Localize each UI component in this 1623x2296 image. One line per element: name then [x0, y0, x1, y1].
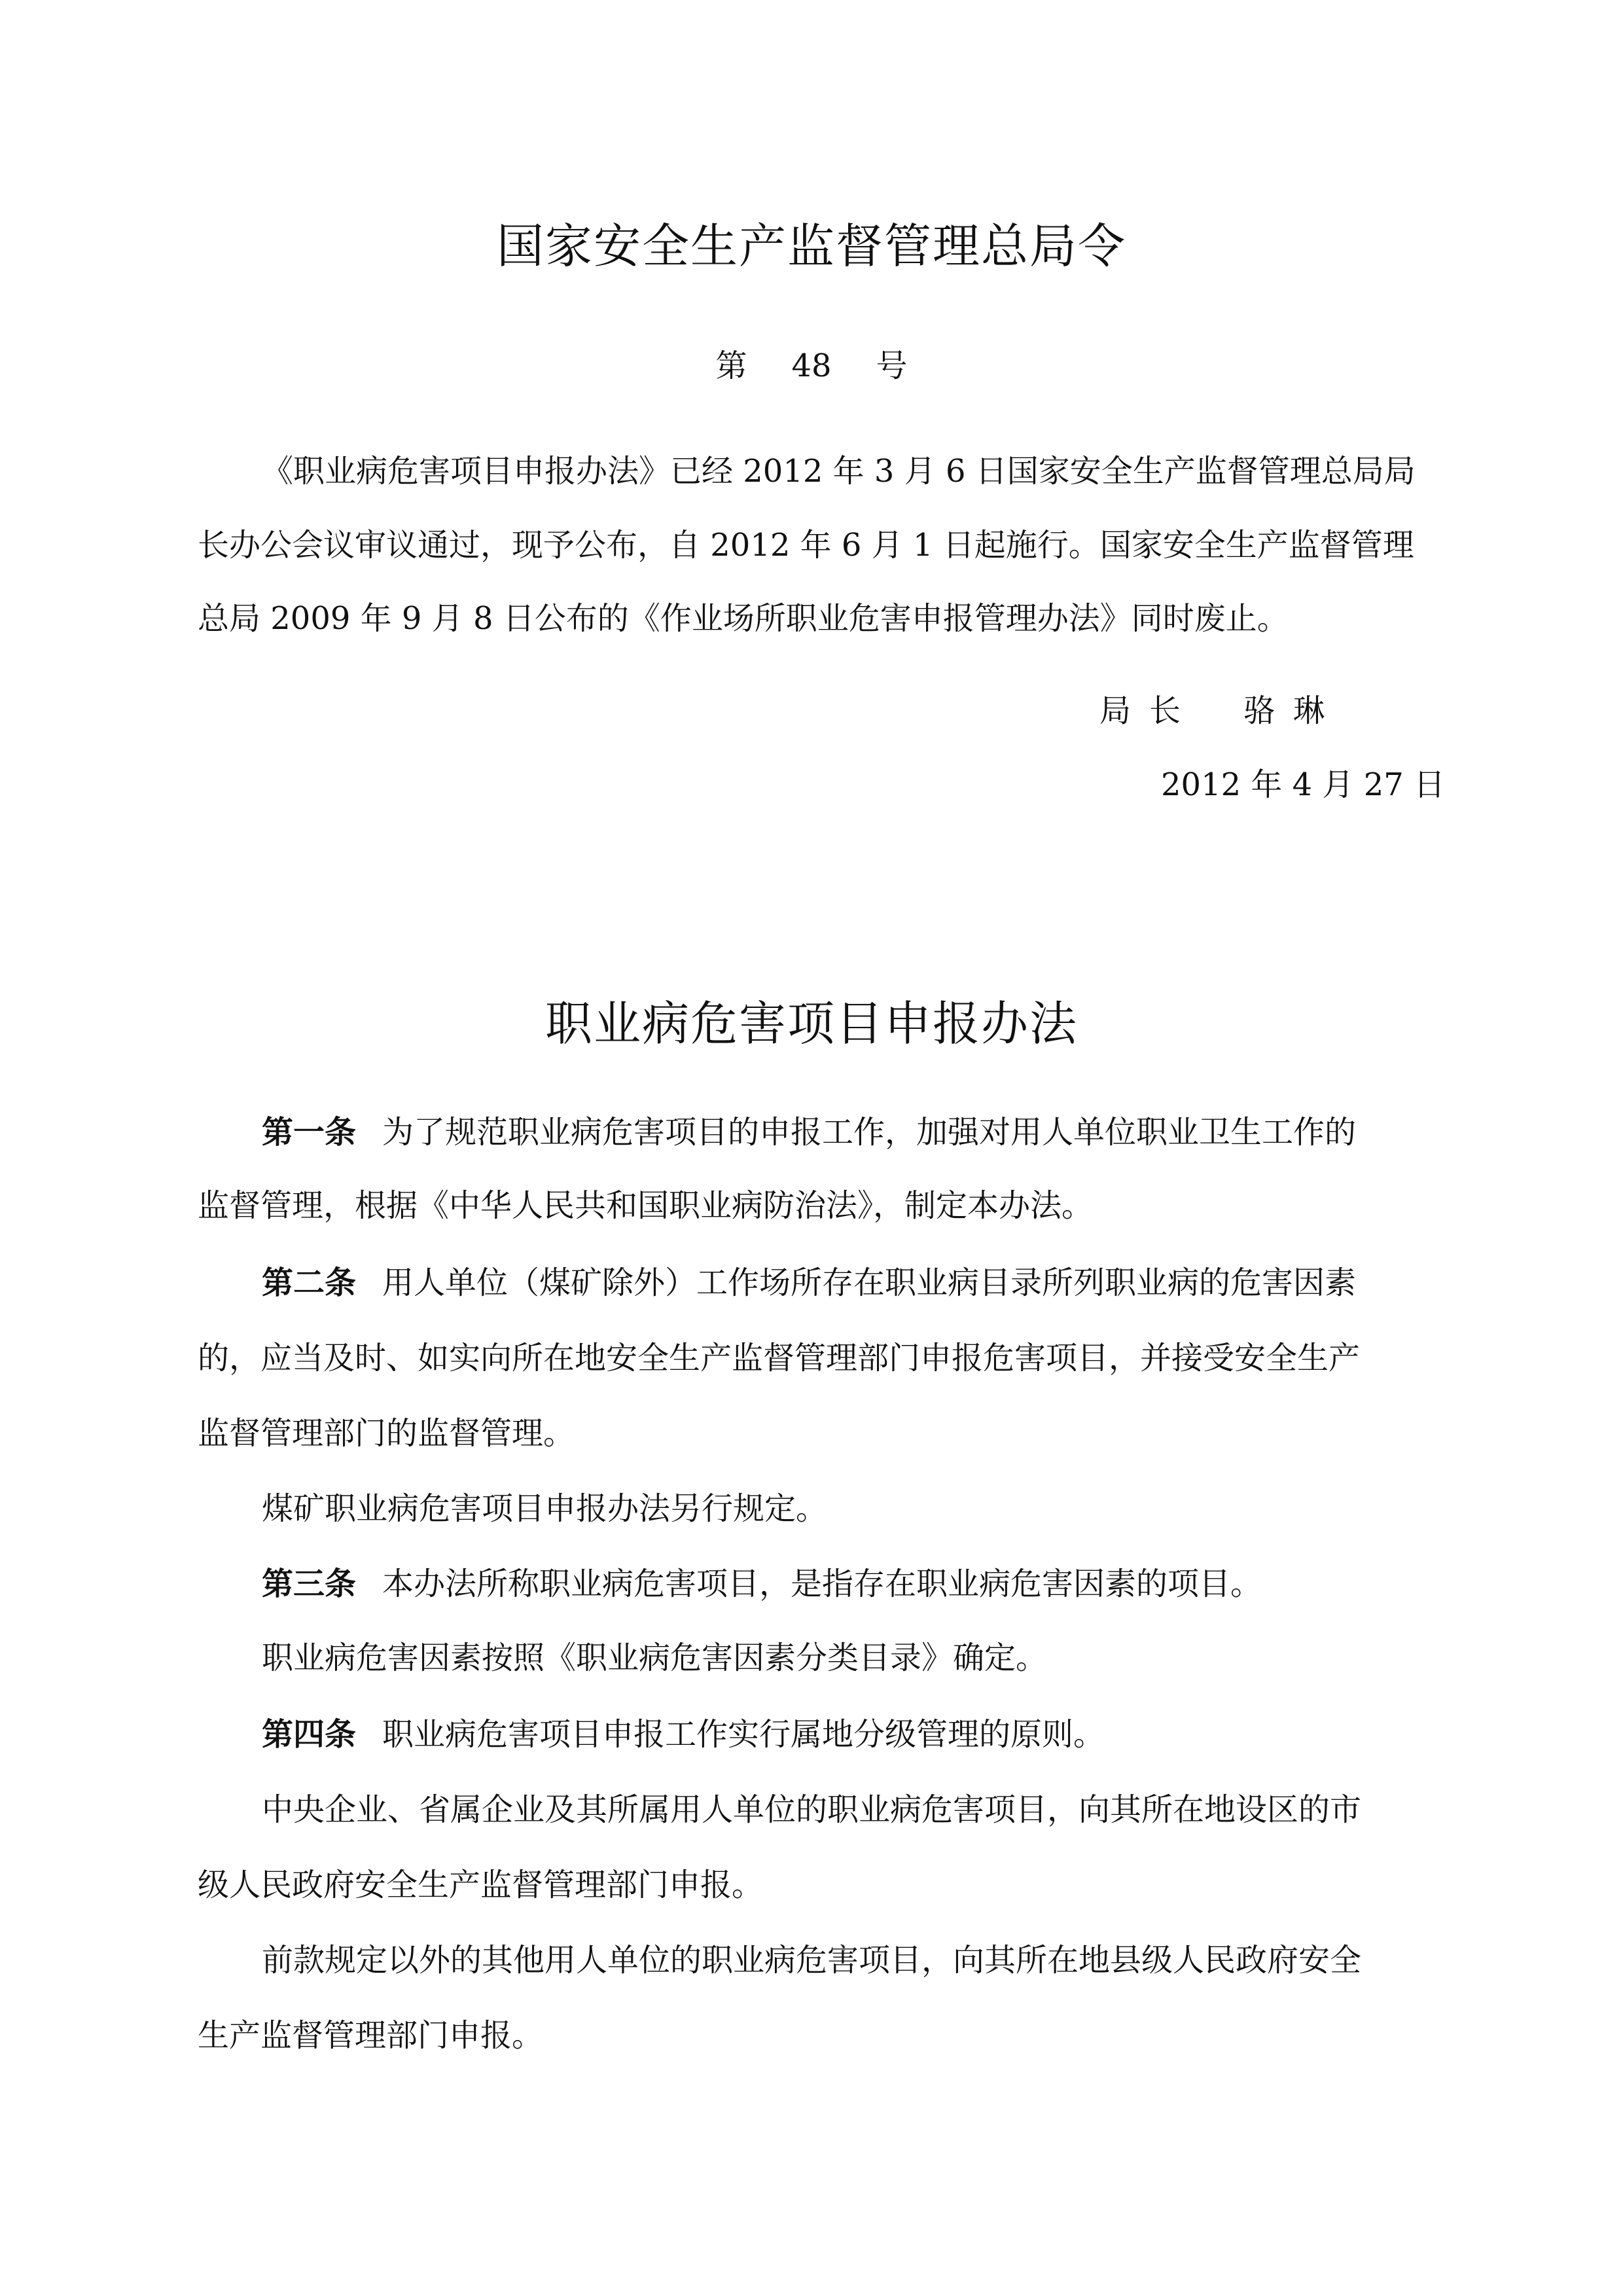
article-2-line-3: 监督管理部门的监督管理。: [198, 1415, 575, 1452]
order-title: 国家安全生产监督管理总局令: [496, 219, 1126, 274]
article-2-line-1: [262, 1263, 1356, 1302]
preamble-line-3: 总局 2009 年 9 月 8 日公布的《作业场所职业危害申报管理办法》同时废止。: [198, 600, 1289, 637]
article-1-label: 第一条: [262, 1114, 357, 1151]
signer-title-char-1: 局: [1099, 692, 1132, 729]
order-number-value: 48: [791, 348, 832, 384]
article-3-line-1: [262, 1564, 1262, 1604]
article-1-line-1: [262, 1113, 1356, 1152]
order-number-suffix: 号: [876, 348, 908, 384]
signer: [1099, 685, 1325, 730]
preamble-line-1: 《职业病危害项目申报办法》已经 2012 年 3 月 6 日国家安全生产监督管理总局局: [262, 453, 1416, 490]
article-4-para-2-line-2: 级人民政府安全生产监督管理部门申报。: [198, 1867, 764, 1903]
article-2-label: 第二条: [262, 1265, 357, 1301]
signer-name-char-1: 骆: [1243, 692, 1275, 729]
article-2-text-1: 用人单位（煤矿除外）工作场所存在职业病目录所列职业病的危害因素: [382, 1265, 1357, 1301]
preamble-line-2: 长办公会议审议通过，现予公布，自 2012 年 6 月 1 日起施行。国家安全生产监督管理: [198, 527, 1414, 564]
article-3-para-2: 职业病危害因素按照《职业病危害因素分类目录》确定。: [262, 1640, 1048, 1676]
article-1-line-2: 监督管理，根据《中华人民共和国职业病防治法》，制定本办法。: [198, 1187, 1094, 1224]
order-number: [0, 340, 1623, 386]
signer-title-char-2: 长: [1149, 692, 1181, 729]
article-4-line-1: [262, 1715, 1105, 1754]
article-1-text-1: 为了规范职业病危害项目的申报工作，加强对用人单位职业卫生工作的: [382, 1114, 1357, 1151]
law-title: 职业病危害项目申报办法: [544, 996, 1078, 1051]
article-3-label: 第三条: [262, 1566, 357, 1602]
article-2-para-2: 煤矿职业病危害项目申报办法另行规定。: [262, 1490, 828, 1527]
order-number-prefix: 第: [715, 348, 747, 384]
article-3-text-1: 本办法所称职业病危害项目，是指存在职业病危害因素的项目。: [382, 1566, 1262, 1602]
order-date: 2012 年 4 月 27 日: [1161, 766, 1446, 803]
article-4-para-3-line-2: 生产监督管理部门申报。: [198, 2017, 544, 2054]
article-4-para-2-line-1: 中央企业、省属企业及其所属用人单位的职业病危害项目，向其所在地设区的市: [262, 1791, 1362, 1828]
article-4-para-3-line-1: 前款规定以外的其他用人单位的职业病危害项目，向其所在地县级人民政府安全: [262, 1942, 1362, 1979]
signer-name-char-2: 琳: [1293, 692, 1325, 729]
article-2-line-2: 的，应当及时、如实向所在地安全生产监督管理部门申报危害项目，并接受安全生产: [198, 1340, 1361, 1376]
article-4-label: 第四条: [262, 1716, 357, 1753]
article-4-text-1: 职业病危害项目申报工作实行属地分级管理的原则。: [382, 1716, 1105, 1753]
